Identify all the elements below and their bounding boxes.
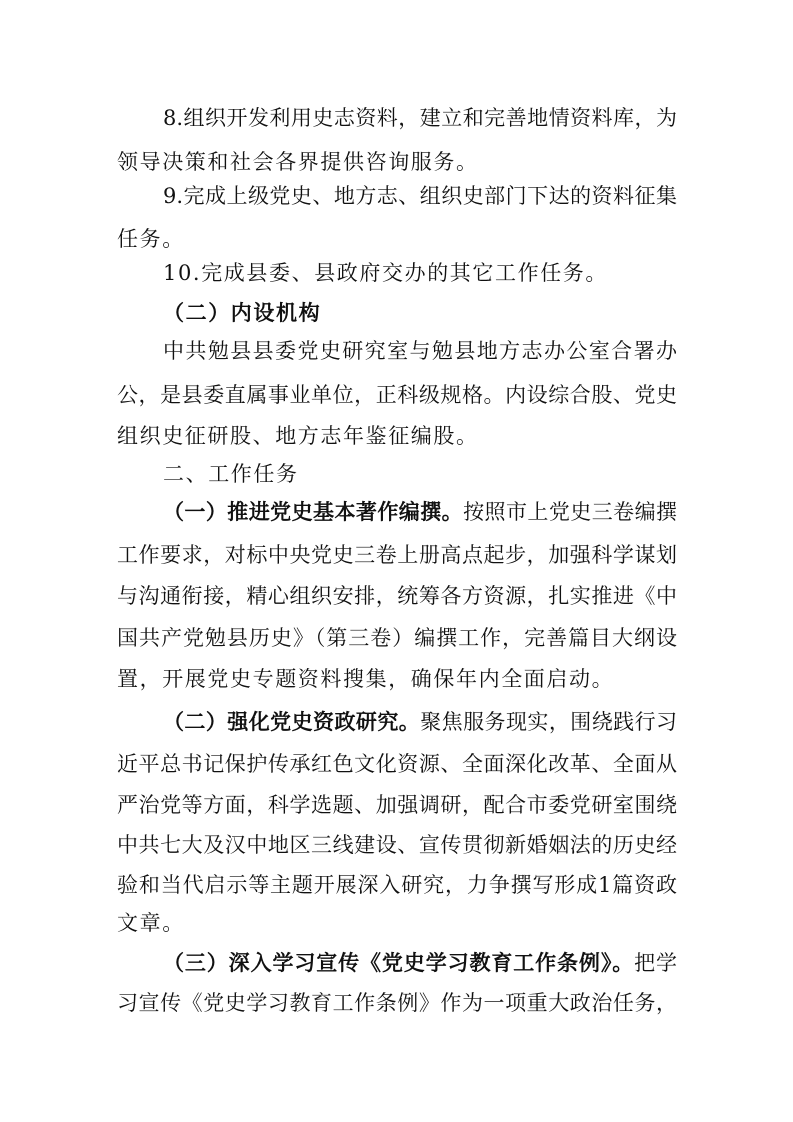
paragraph-line [163,490,677,534]
paragraph-line: 10.完成县委、县政府交办的其它工作任务。 [163,261,608,285]
paragraph-line: 组织史征研股、地方志年鉴征编股。 [117,424,479,448]
paragraph-line: 验和当代启示等主题开展深入研究，力争撰写形成1篇资政 [117,873,677,897]
section-heading: （二）内设机构 [163,300,322,325]
paragraph-text: 聚焦服务现实，围绕践行习 [420,710,677,734]
paragraph-line: 中共七大及汉中地区三线建设、宣传贯彻新婚姻法的历史经 [117,833,677,857]
paragraph-line [163,941,677,985]
paragraph-line: 近平总书记保护传承红色文化资源、全面深化改革、全面从 [117,752,677,776]
paragraph-line: 9.完成上级党史、地方志、组织史部门下达的资料征集 [163,184,677,208]
paragraph-line: 习宣传《党史学习教育工作条例》作为一项重大政治任务， [117,991,677,1015]
paragraph-lead: （二）强化党史资政研究。 [163,709,421,734]
paragraph-line: 中共勉县县委党史研究室与勉县地方志办公室合署办 [163,339,677,363]
paragraph-line: 置，开展党史专题资料搜集，确保年内全面启动。 [117,667,615,691]
paragraph-line: 领导决策和社会各界提供咨询服务。 [117,150,479,174]
paragraph-line: 国共产党勉县历史》（第三卷）编撰工作，完善篇目大纲设 [117,626,677,650]
paragraph-line: 与沟通衔接，精心组织安排，统筹各方资源，扎实推进《中 [117,584,677,608]
paragraph-lead: （三）深入学习宣传《党史学习教育工作条例》。 [163,950,635,975]
paragraph-line [163,700,677,744]
paragraph-line: 严治党等方面，科学选题、加强调研，配合市委党研室围绕 [117,793,677,817]
paragraph-line: 8.组织开发利用史志资料，建立和完善地情资料库，为 [163,106,677,130]
paragraph-line: 公，是县委直属事业单位，正科级规格。内设综合股、党史 [117,383,677,407]
section-heading: 二、工作任务 [163,462,299,486]
paragraph-text: 按照市上党史三卷编撰 [463,500,677,524]
paragraph-line: 工作要求，对标中央党史三卷上册高点起步，加强科学谋划 [117,543,677,567]
paragraph-lead: （一）推进党史基本著作编撰。 [163,499,464,524]
paragraph-line: 文章。 [117,911,185,935]
paragraph-text: 把学 [634,951,677,975]
paragraph-line: 任务。 [117,227,185,251]
